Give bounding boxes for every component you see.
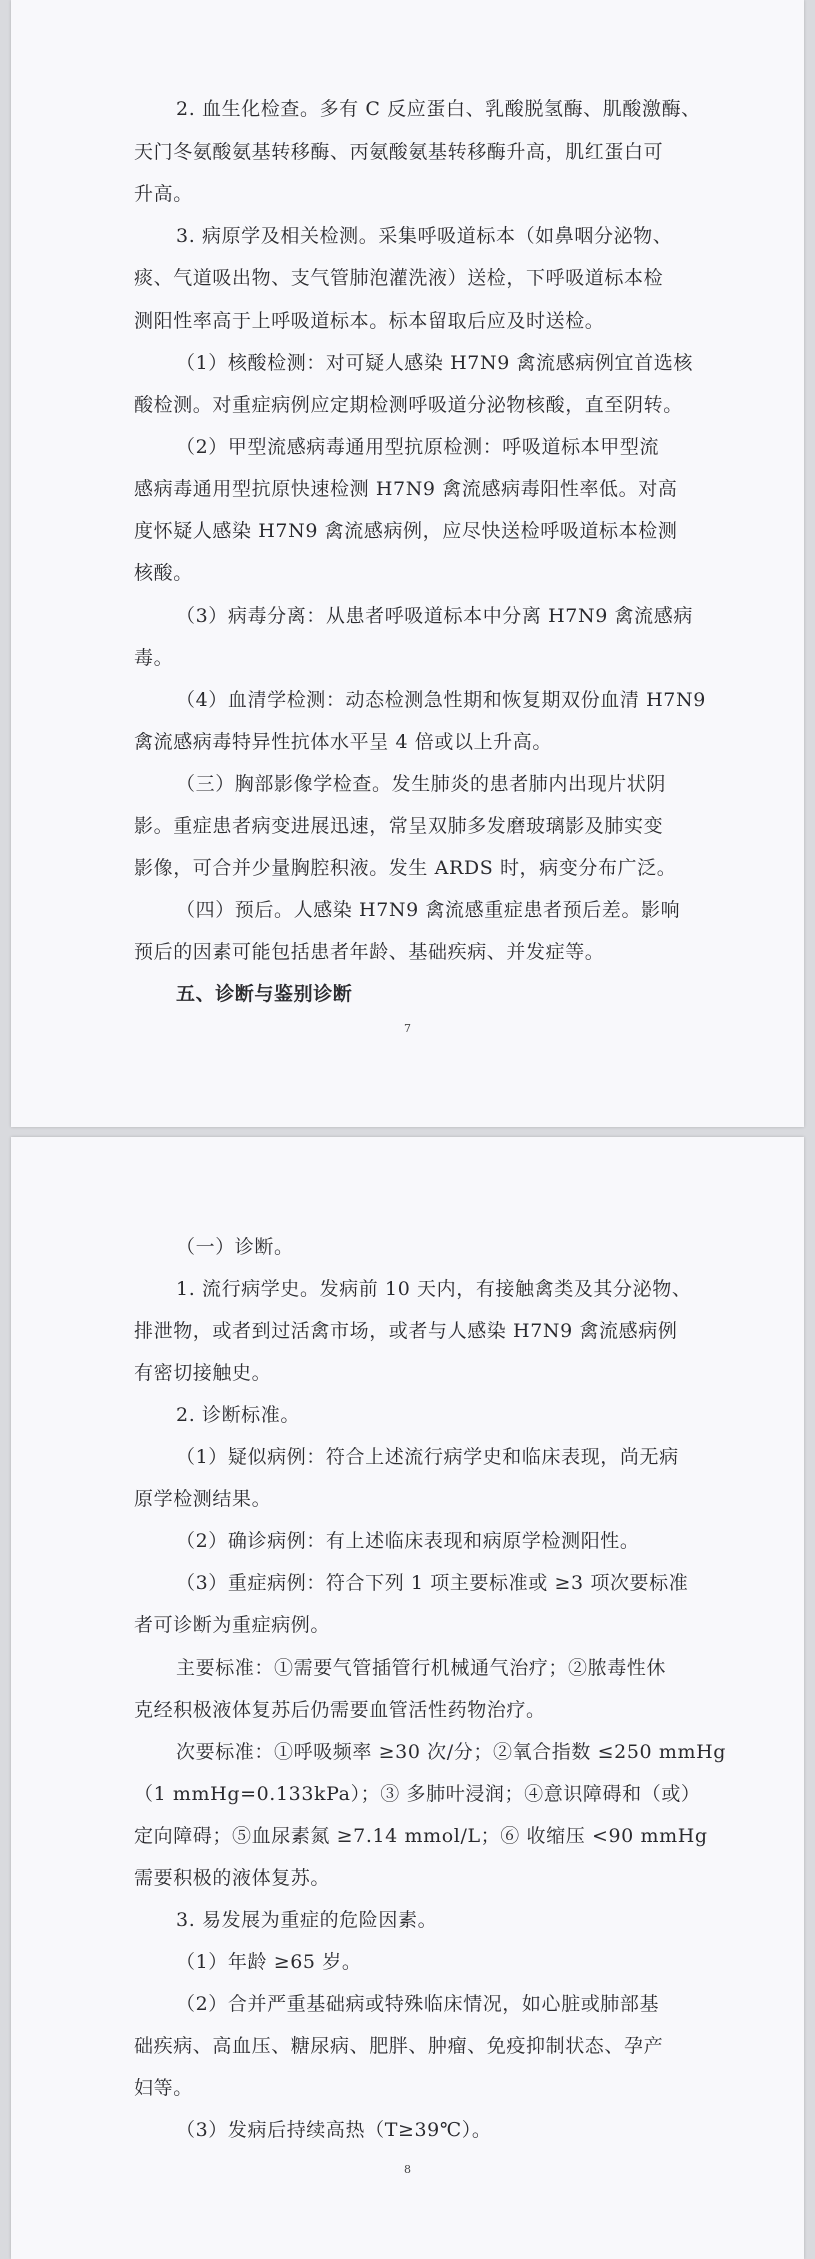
document-page-7 [11,0,804,1127]
paragraph-line: 原学检测结果。 [134,1488,272,1510]
paragraph-line: （2）甲型流感病毒通用型抗原检测：呼吸道标本甲型流 [176,436,660,458]
page-number: 8 [404,2163,411,2176]
paragraph-line: （三）胸部影像学检查。发生肺炎的患者肺内出现片状阴 [176,773,667,795]
paragraph-line: 定向障碍；⑤血尿素氮 ≥7.14 mmol/L；⑥ 收缩压 <90 mmHg [134,1825,708,1847]
paragraph-line: 妇等。 [134,2077,193,2099]
paragraph-line: （1）年龄 ≥65 岁。 [176,1951,362,1973]
paragraph-line: 次要标准：①呼吸频率 ≥30 次/分；②氧合指数 ≤250 mmHg [176,1741,727,1763]
paragraph-line: 3. 易发展为重症的危险因素。 [176,1909,438,1931]
paragraph-line: 禽流感病毒特异性抗体水平呈 4 倍或以上升高。 [134,731,552,753]
paragraph-line: 酸检测。对重症病例应定期检测呼吸道分泌物核酸，直至阴转。 [134,394,683,416]
paragraph-line: 2. 血生化检查。多有 C 反应蛋白、乳酸脱氢酶、肌酸激酶、 [176,98,701,120]
paragraph-line: 天门冬氨酸氨基转移酶、丙氨酸氨基转移酶升高，肌红蛋白可 [134,141,664,163]
paragraph-line: （3）发病后持续高热（T≥39℃）。 [176,2119,492,2141]
paragraph-line: 者可诊断为重症病例。 [134,1614,331,1636]
paragraph-line: （2）确诊病例：有上述临床表现和病原学检测阳性。 [176,1530,640,1552]
paragraph-line: （1）核酸检测：对可疑人感染 H7N9 禽流感病例宜首选核 [176,352,693,374]
paragraph-line: 础疾病、高血压、糖尿病、肥胖、肿瘤、免疫抑制状态、孕产 [134,2035,664,2057]
section-heading: 五、诊断与鉴别诊断 [176,983,353,1005]
paragraph-line: （1）疑似病例：符合上述流行病学史和临床表现，尚无病 [176,1446,679,1468]
paragraph-line: （1 mmHg=0.133kPa）；③ 多肺叶浸润；④意识障碍和（或） [134,1783,701,1805]
paragraph-line: 影。重症患者病变进展迅速，常呈双肺多发磨玻璃影及肺实变 [134,815,664,837]
paragraph-line: （2）合并严重基础病或特殊临床情况，如心脏或肺部基 [176,1993,660,2015]
paragraph-line: 2. 诊断标准。 [176,1404,300,1426]
paragraph-line: 有密切接触史。 [134,1362,272,1384]
paragraph-line: 1. 流行病学史。发病前 10 天内，有接触禽类及其分泌物、 [176,1278,692,1300]
paragraph-line: 3. 病原学及相关检测。采集呼吸道标本（如鼻咽分泌物、 [176,225,673,247]
paragraph-line: 排泄物，或者到过活禽市场，或者与人感染 H7N9 禽流感病例 [134,1320,678,1342]
paragraph-line: （3）病毒分离：从患者呼吸道标本中分离 H7N9 禽流感病 [176,605,693,627]
page-number: 7 [404,1022,411,1035]
paragraph-line: 度怀疑人感染 H7N9 禽流感病例，应尽快送检呼吸道标本检测 [134,520,678,542]
paragraph-line: 主要标准：①需要气管插管行机械通气治疗；②脓毒性休 [176,1657,667,1679]
paragraph-line: 升高。 [134,183,193,205]
paragraph-line: 影像，可合并少量胸腔积液。发生 ARDS 时，病变分布广泛。 [134,857,677,879]
paragraph-line: （4）血清学检测：动态检测急性期和恢复期双份血清 H7N9 [176,689,706,711]
paragraph-line: 测阳性率高于上呼吸道标本。标本留取后应及时送检。 [134,310,605,332]
paragraph-line: 痰、气道吸出物、支气管肺泡灌洗液）送检，下呼吸道标本检 [134,267,664,289]
paragraph-line: 核酸。 [134,562,193,584]
paragraph-line: 感病毒通用型抗原快速检测 H7N9 禽流感病毒阳性率低。对高 [134,478,678,500]
paragraph-line: （四）预后。人感染 H7N9 禽流感重症患者预后差。影响 [176,899,681,921]
document-page-8 [11,1137,804,2259]
paragraph-line: （3）重症病例：符合下列 1 项主要标准或 ≥3 项次要标准 [176,1572,689,1594]
paragraph-line: 需要积极的液体复苏。 [134,1867,331,1889]
paragraph-line: 克经积极液体复苏后仍需要血管活性药物治疗。 [134,1699,546,1721]
paragraph-line: 预后的因素可能包括患者年龄、基础疾病、并发症等。 [134,941,605,963]
paragraph-line: 毒。 [134,647,174,669]
subsection-heading: （一）诊断。 [176,1236,294,1258]
